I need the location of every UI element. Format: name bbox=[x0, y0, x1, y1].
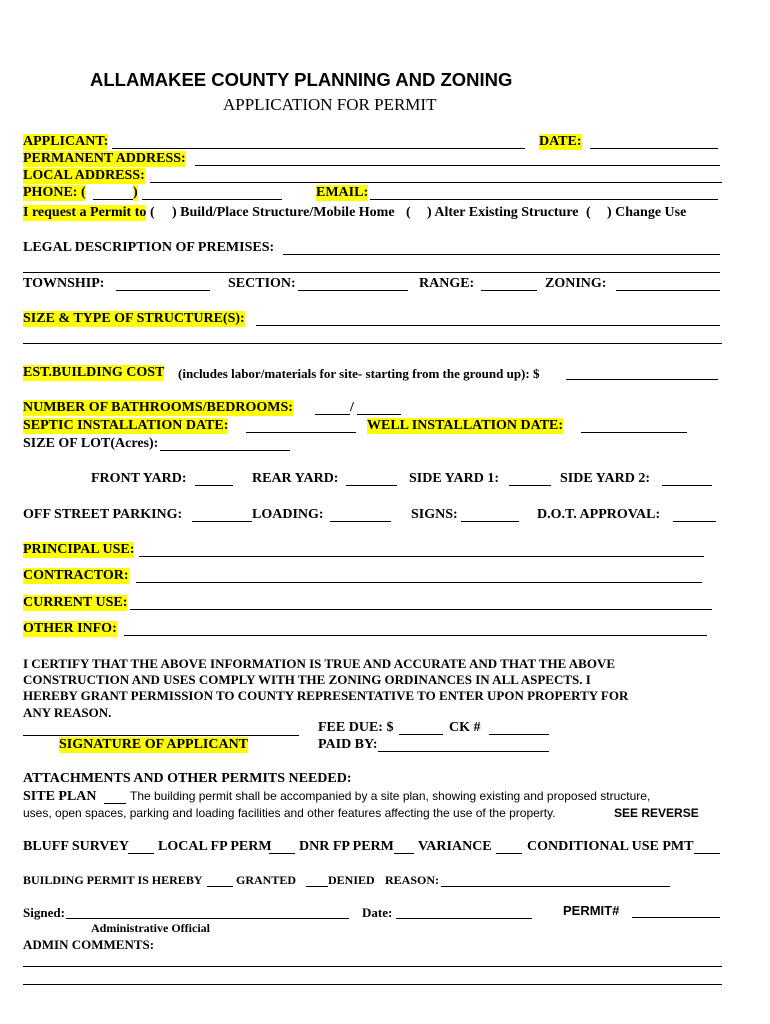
principal-use-label: PRINCIPAL USE: bbox=[23, 542, 135, 557]
check-number-input[interactable] bbox=[489, 734, 549, 735]
site-plan-text: The building permit shall be accompanied by a site plan, showing existing and proposed structure, bbox=[130, 789, 651, 803]
option-change-label: ) Change Use bbox=[607, 205, 687, 220]
well-date-label: WELL INSTALLATION DATE: bbox=[367, 418, 564, 433]
date-input[interactable] bbox=[590, 148, 718, 149]
rear-yard-label: REAR YARD: bbox=[252, 471, 339, 486]
dot-approval-input[interactable] bbox=[673, 521, 716, 522]
signed-input[interactable] bbox=[66, 918, 349, 919]
legal-description-label: LEGAL DESCRIPTION OF PREMISES: bbox=[23, 240, 275, 255]
admin-date-input[interactable] bbox=[396, 918, 532, 919]
parking-label: OFF STREET PARKING: bbox=[23, 507, 183, 522]
permit-number-label: PERMIT# bbox=[563, 903, 620, 918]
admin-date-label: Date: bbox=[362, 905, 393, 920]
local-address-label: LOCAL ADDRESS: bbox=[23, 168, 145, 183]
granted-check[interactable] bbox=[207, 886, 233, 887]
side-yard-1-input[interactable] bbox=[509, 485, 551, 486]
admin-comments-input-2[interactable] bbox=[23, 984, 722, 985]
option-alter-label: ) Alter Existing Structure bbox=[427, 205, 579, 220]
front-yard-input[interactable] bbox=[195, 485, 233, 486]
phone-area-code-input[interactable] bbox=[93, 199, 133, 200]
lot-size-label: SIZE OF LOT(Acres): bbox=[23, 436, 159, 451]
range-label: RANGE: bbox=[419, 276, 475, 291]
dnr-fp-check[interactable] bbox=[394, 853, 414, 854]
other-info-label: OTHER INFO: bbox=[23, 621, 117, 636]
well-date-input[interactable] bbox=[581, 432, 687, 433]
attachments-heading: ATTACHMENTS AND OTHER PERMITS NEEDED: bbox=[23, 771, 352, 786]
permanent-address-input[interactable] bbox=[195, 165, 720, 166]
building-permit-label: BUILDING PERMIT IS HEREBY bbox=[23, 873, 203, 887]
fee-due-label: FEE DUE: $ bbox=[318, 720, 394, 735]
official-label: Administrative Official bbox=[91, 921, 210, 935]
township-label: TOWNSHIP: bbox=[23, 276, 105, 291]
signs-input[interactable] bbox=[461, 521, 519, 522]
bath-separator: / bbox=[350, 400, 354, 415]
site-plan-check[interactable] bbox=[104, 803, 126, 804]
fee-due-input[interactable] bbox=[399, 734, 443, 735]
parking-input[interactable] bbox=[192, 521, 252, 522]
denied-label: DENIED bbox=[328, 873, 375, 887]
option-build-label: ) Build/Place Structure/Mobile Home bbox=[172, 205, 395, 220]
email-input[interactable] bbox=[370, 199, 718, 200]
applicant-input[interactable] bbox=[112, 148, 525, 149]
signature-label: SIGNATURE OF APPLICANT bbox=[59, 737, 249, 752]
conditional-use-check[interactable] bbox=[694, 853, 720, 854]
current-use-input[interactable] bbox=[130, 609, 712, 610]
see-reverse-note: SEE REVERSE bbox=[614, 806, 699, 820]
form-subtitle: APPLICATION FOR PERMIT bbox=[223, 95, 437, 114]
paid-by-input[interactable] bbox=[378, 751, 549, 752]
permanent-address-label: PERMANENT ADDRESS: bbox=[23, 151, 186, 166]
variance-label: VARIANCE bbox=[418, 839, 492, 854]
signed-label: Signed: bbox=[23, 905, 65, 920]
side-yard-1-label: SIDE YARD 1: bbox=[409, 471, 499, 486]
certification-line-4: ANY REASON. bbox=[23, 705, 112, 720]
phone-input[interactable] bbox=[142, 199, 282, 200]
local-fp-check[interactable] bbox=[269, 853, 295, 854]
certification-line-2: CONSTRUCTION AND USES COMPLY WITH THE ZONING ORDINANCES IN ALL ASPECTS. I bbox=[23, 672, 591, 687]
size-type-input[interactable] bbox=[256, 325, 720, 326]
certification-line-1: I CERTIFY THAT THE ABOVE INFORMATION IS TRUE AND ACCURATE AND THAT THE ABOVE bbox=[23, 656, 616, 671]
legal-description-input[interactable] bbox=[283, 254, 720, 255]
range-input[interactable] bbox=[481, 290, 537, 291]
building-cost-note: (includes labor/materials for site- starting from the ground up): $ bbox=[178, 366, 540, 381]
local-address-input[interactable] bbox=[150, 182, 722, 183]
other-info-input[interactable] bbox=[124, 635, 707, 636]
signature-input[interactable] bbox=[23, 735, 299, 736]
lot-size-input[interactable] bbox=[160, 450, 290, 451]
section-label: SECTION: bbox=[228, 276, 296, 291]
section-input[interactable] bbox=[298, 290, 408, 291]
contractor-input[interactable] bbox=[136, 582, 702, 583]
legal-description-input-2[interactable] bbox=[23, 272, 720, 273]
principal-use-input[interactable] bbox=[139, 556, 704, 557]
side-yard-2-label: SIDE YARD 2: bbox=[560, 471, 650, 486]
admin-comments-input-1[interactable] bbox=[23, 966, 722, 967]
bluff-survey-label: BLUFF SURVEY bbox=[23, 839, 129, 854]
front-yard-label: FRONT YARD: bbox=[91, 471, 187, 486]
email-label: EMAIL: bbox=[316, 185, 369, 200]
check-number-label: CK # bbox=[449, 720, 481, 735]
reason-input[interactable] bbox=[441, 886, 670, 887]
bathrooms-label: NUMBER OF BATHROOMS/BEDROOMS: bbox=[23, 400, 293, 415]
size-type-label: SIZE & TYPE OF STRUCTURE(S): bbox=[23, 311, 245, 326]
loading-label: LOADING: bbox=[252, 507, 324, 522]
zoning-input[interactable] bbox=[616, 290, 720, 291]
building-cost-label: EST.BUILDING COST bbox=[23, 365, 165, 380]
signs-label: SIGNS: bbox=[411, 507, 458, 522]
bluff-survey-check[interactable] bbox=[128, 853, 154, 854]
granted-label: GRANTED bbox=[236, 873, 297, 887]
loading-input[interactable] bbox=[330, 521, 391, 522]
phone-label: PHONE: ( bbox=[23, 185, 86, 200]
site-plan-text-2: uses, open spaces, parking and loading facilities and other features affecting the use of the property. bbox=[23, 806, 556, 820]
septic-date-label: SEPTIC INSTALLATION DATE: bbox=[23, 418, 229, 433]
admin-comments-label: ADMIN COMMENTS: bbox=[23, 937, 155, 952]
applicant-label: APPLICANT: bbox=[23, 134, 109, 149]
permit-number-input[interactable] bbox=[632, 917, 720, 918]
phone-paren-close: ) bbox=[133, 185, 138, 200]
denied-check[interactable] bbox=[306, 886, 328, 887]
dnr-fp-label: DNR FP PERM bbox=[299, 839, 394, 854]
dot-approval-label: D.O.T. APPROVAL: bbox=[537, 507, 661, 522]
paid-by-label: PAID BY: bbox=[318, 737, 378, 752]
bathrooms-input[interactable] bbox=[315, 414, 350, 415]
option-build-checkbox[interactable]: ( bbox=[150, 205, 155, 220]
current-use-label: CURRENT USE: bbox=[23, 595, 128, 610]
site-plan-label: SITE PLAN bbox=[23, 789, 97, 804]
size-type-input-2[interactable] bbox=[23, 343, 722, 344]
certification-line-3: HEREBY GRANT PERMISSION TO COUNTY REPRESENTATIVE TO ENTER UPON PROPERTY FOR bbox=[23, 688, 629, 703]
reason-label: REASON: bbox=[385, 873, 440, 887]
township-input[interactable] bbox=[116, 290, 210, 291]
bedrooms-input[interactable] bbox=[357, 414, 401, 415]
building-cost-input[interactable] bbox=[566, 379, 718, 380]
conditional-use-label: CONDITIONAL USE PMT bbox=[527, 839, 694, 854]
contractor-label: CONTRACTOR: bbox=[23, 568, 129, 583]
side-yard-2-input[interactable] bbox=[662, 485, 712, 486]
variance-check[interactable] bbox=[496, 853, 522, 854]
septic-date-input[interactable] bbox=[246, 432, 356, 433]
rear-yard-input[interactable] bbox=[346, 485, 397, 486]
date-label: DATE: bbox=[539, 134, 582, 149]
option-alter-checkbox[interactable]: ( bbox=[406, 205, 411, 220]
request-permit-label: I request a Permit to bbox=[23, 205, 147, 220]
local-fp-label: LOCAL FP PERM bbox=[158, 839, 272, 854]
option-change-checkbox[interactable]: ( bbox=[586, 205, 591, 220]
form-title: ALLAMAKEE COUNTY PLANNING AND ZONING bbox=[90, 69, 513, 90]
zoning-label: ZONING: bbox=[545, 276, 607, 291]
